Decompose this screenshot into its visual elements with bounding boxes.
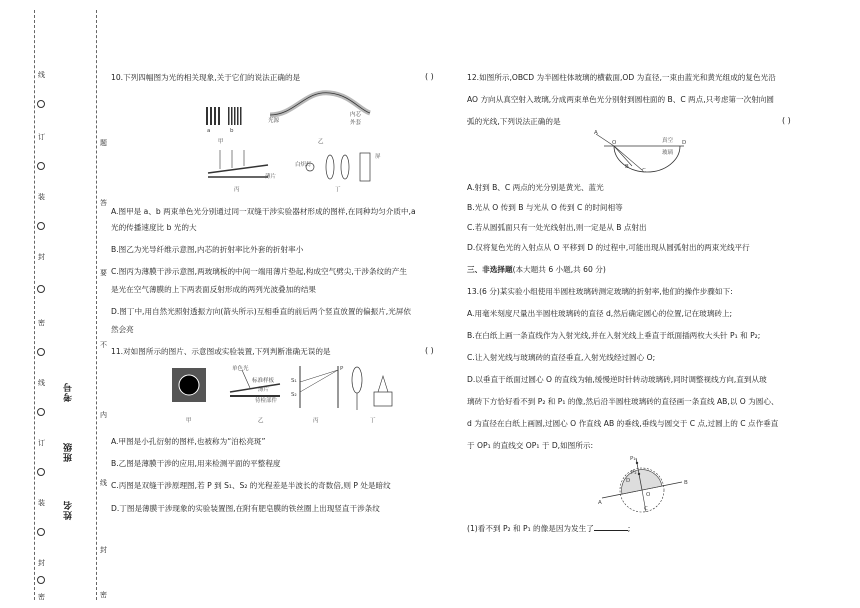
q12-fig-label-o: O bbox=[612, 140, 617, 146]
q12-fig-label-c: C bbox=[642, 168, 646, 174]
seal-hole bbox=[37, 285, 45, 293]
seal-word: 要 bbox=[100, 269, 107, 277]
q10-figures bbox=[200, 85, 380, 195]
q12-fig-label-d: D bbox=[682, 140, 687, 146]
q11-fig-label-s1: S₁ bbox=[291, 378, 297, 384]
q13-fig-label-b: B bbox=[684, 480, 688, 486]
polarizer-front bbox=[326, 155, 334, 179]
q12-option-c: C.若从圆弧面只有一处光线射出,则一定是从 B 点射出 bbox=[467, 223, 647, 232]
pin-p1 bbox=[636, 462, 638, 464]
standard-plate bbox=[230, 384, 280, 392]
q10-fig-label-bing: 丙 bbox=[234, 187, 240, 193]
q13-fig-label-d: D bbox=[626, 478, 631, 484]
seal-word: 封 bbox=[38, 559, 45, 567]
q12-fig-label-vacuum: 真空 bbox=[662, 138, 674, 144]
q11-stem: 11.对如图所示的图片、示意图或实验装置,下列判断准确无误的是 bbox=[111, 347, 331, 356]
q12-option-d: D.仅将复色光的入射点从 O 平移到 D 的过程中,可能出现从圆弧射出的两束光线平行 bbox=[467, 243, 750, 252]
q13-sub1-text: (1)看不到 P₂ 和 P₁ 的像是因为发生了 bbox=[467, 524, 594, 533]
seal-word: 线 bbox=[100, 479, 107, 487]
q12-fig-label-glass: 玻璃 bbox=[662, 150, 674, 156]
q12-stem-line1: 12.如图所示,OBCD 为半圆柱体玻璃的横截面,OD 为直径,一束由蓝光和黄光组成的复色光沿 bbox=[467, 73, 776, 82]
q10-option-c: C.图丙为薄膜干涉示意图,两玻璃板的中间一端用薄片垫起,构成空气劈尖,干涉条纹的产生 bbox=[111, 267, 407, 276]
section-note: (本大题共 6 小题,共 60 分) bbox=[512, 265, 606, 274]
seal-hole bbox=[37, 162, 45, 170]
q13-fig-label-c: C bbox=[644, 506, 648, 512]
q13-fig-label-a: A bbox=[598, 500, 602, 506]
q13-sub1-end: ; bbox=[627, 524, 631, 533]
q10-option-b: B.图乙为光导纤维示意图,内芯的折射率比外套的折射率小 bbox=[111, 245, 304, 254]
q10-fig-label-screen: 屏 bbox=[375, 154, 381, 160]
q10-fig-label-light-source: 光源 bbox=[268, 118, 280, 124]
q10-fig-label-yi: 乙 bbox=[318, 139, 324, 145]
glass-plate-top bbox=[208, 165, 268, 173]
q11-option-c: C.丙图是双缝干涉原理图,若 P 到 S₁、S₂ 的光程差是半波长的奇数倍,则 P 处是暗纹 bbox=[111, 481, 391, 490]
seal-word: 封 bbox=[38, 253, 45, 261]
q11-fig-label-mono: 单色光 bbox=[232, 366, 249, 372]
q11-fig-label-sample: 薄片 bbox=[258, 387, 270, 393]
seal-hole bbox=[37, 100, 45, 108]
q11-option-b: B.乙图是薄膜干涉的应用,用来检测平面的平整程度 bbox=[111, 459, 281, 468]
field-exam-number: 考号 bbox=[64, 382, 74, 402]
seal-hole bbox=[37, 528, 45, 536]
q13-step-a: A.用毫米刻度尺量出半圆柱玻璃砖的直径 d,然后确定圆心的位置,记在玻璃砖上; bbox=[467, 309, 733, 318]
q10-option-a: A.图甲是 a、b 两束单色光分别通过同一双缝干涉实验器材形成的图样,在同种均匀介质中,a bbox=[111, 207, 416, 216]
q11-fig-label-test: 待检部件 bbox=[255, 398, 278, 404]
seal-word: 封 bbox=[100, 546, 107, 554]
q13-sub1 bbox=[467, 522, 630, 534]
seal-hole bbox=[37, 222, 45, 230]
q11-fig-label-jia: 甲 bbox=[186, 418, 192, 424]
q11-fig-label-ding: 丁 bbox=[370, 418, 376, 424]
seal-word: 装 bbox=[38, 499, 45, 507]
q11-fig-label-p: P bbox=[340, 366, 344, 372]
seal-dashed-line bbox=[34, 10, 35, 600]
q10-fig-label-cladding: 外套 bbox=[350, 120, 362, 126]
field-name: 姓名 bbox=[64, 500, 74, 520]
q12-stem-line3: 弧的光线,下列说法正确的是 bbox=[467, 117, 561, 126]
q10-stem: 10.下列四幅图为光的相关现象,关于它们的说法正确的是 bbox=[111, 73, 301, 82]
q13-fig-label-p2: P₂ bbox=[631, 470, 637, 476]
q10-option-d: D.图丁中,用自然光照射透振方向(箭头所示)互相垂直的前后两个竖直放置的偏振片,光屏依 bbox=[111, 307, 411, 316]
seal-word: 题 bbox=[100, 139, 107, 147]
q12-fig-label-b: B bbox=[625, 164, 629, 170]
section-heading bbox=[467, 264, 606, 275]
q13-step-d-line1: D.以垂直于纸面过圆心 O 的直线为轴,缓慢逆时针转动玻璃砖,同时调整视线方向,直到从玻 bbox=[467, 375, 767, 384]
q10-fig-label-a: a bbox=[207, 128, 211, 134]
seal-word: 密 bbox=[38, 319, 45, 327]
pin-p2 bbox=[638, 473, 640, 475]
q11-option-d: D.丁图是薄膜干涉现象的实验装置图,在附有肥皂膜的铁丝圈上出现竖直干涉条纹 bbox=[111, 504, 380, 513]
q13-step-b: B.在白纸上画一条直线作为入射光线,并在入射光线上垂直于纸面插两枚大头针 P₁ 和 P₂; bbox=[467, 331, 761, 340]
q11-option-a: A.甲图是小孔衍射的图样,也被称为“泊松亮斑” bbox=[111, 437, 266, 446]
seal-word: 密 bbox=[38, 593, 45, 601]
q13-fig-label-o: O bbox=[646, 492, 651, 498]
q12-answer-paren: ( ) bbox=[782, 116, 791, 125]
q11-figures bbox=[170, 362, 410, 422]
lamp-stand bbox=[374, 392, 392, 406]
q11-fig-label-bing: 丙 bbox=[313, 418, 319, 424]
seal-word: 答 bbox=[100, 199, 107, 207]
seal-word: 线 bbox=[38, 71, 45, 79]
q12-option-a: A.射到 B、C 两点的光分别是黄光、蓝光 bbox=[467, 183, 604, 192]
wire-loop bbox=[352, 367, 362, 393]
q10-fig-label-bulb: 白炽灯 bbox=[295, 162, 312, 168]
q13-step-d-line4: 于 OP₁ 的直线交 OP₁ 于 D,如图所示: bbox=[467, 441, 594, 450]
q13-stem: 13.(6 分)某实验小组使用半圆柱玻璃砖测定玻璃的折射率,他们的操作步骤如下: bbox=[467, 287, 733, 296]
q13-step-c: C.让入射光线与玻璃砖的直径垂直,入射光线经过圆心 O; bbox=[467, 353, 656, 362]
q10-option-c-cont: 是光在空气薄膜的上下两表面反射形成的两列光波叠加的结果 bbox=[111, 285, 317, 294]
seal-word: 装 bbox=[38, 193, 45, 201]
seal-hole bbox=[37, 468, 45, 476]
seal-hole bbox=[37, 348, 45, 356]
q11-fig-label-yi: 乙 bbox=[258, 418, 264, 424]
fringe-pattern-a bbox=[206, 107, 220, 125]
seal-word: 线 bbox=[38, 379, 45, 387]
q10-fig-label-core: 内芯 bbox=[350, 112, 362, 118]
q10-fig-label-film: 薄片 bbox=[265, 174, 277, 180]
q12-option-b: B.光从 O 传到 B 与光从 O 传到 C 的时间相等 bbox=[467, 203, 623, 212]
seal-word: 内 bbox=[100, 411, 107, 419]
q12-fig-label-a: A bbox=[594, 130, 598, 136]
polarizer-back bbox=[341, 155, 349, 179]
q13-step-d-line3: d 为直径在白纸上画圆,过圆心 O 作直线 AB 的垂线,垂线与圆交于 C 点,过圆上的 C 点作垂直 bbox=[467, 419, 779, 428]
q13-step-d-line2: 璃砖下方恰好看不到 P₂ 和 P₁ 的像,然后沿半圆柱玻璃砖的直径画一条直线 AB,以 O 为圆心、 bbox=[467, 397, 779, 406]
q11-answer-paren: ( ) bbox=[425, 346, 434, 355]
fringe-pattern-b bbox=[228, 107, 242, 125]
seal-hole bbox=[37, 576, 45, 584]
q13-fig-label-p1: P₁ bbox=[630, 456, 636, 462]
seal-dashed-line-inner bbox=[96, 10, 97, 600]
q12-stem-line2: AO 方向从真空射入玻璃,分成两束单色光分别射到圆柱面的 B、C 两点,只考虑第一次射向圆 bbox=[467, 95, 774, 104]
q10-answer-paren: ( ) bbox=[425, 72, 434, 81]
seal-word: 订 bbox=[38, 133, 45, 141]
q11-fig-label-s2: S₂ bbox=[291, 392, 297, 398]
q10-option-a-cont: 光的传播速度比 b 光的大 bbox=[111, 223, 197, 232]
seal-word: 订 bbox=[38, 439, 45, 447]
q10-fig-label-jia: 甲 bbox=[218, 139, 224, 145]
seal-word: 密 bbox=[100, 591, 107, 599]
q13-sub1-answer-blank[interactable] bbox=[594, 522, 628, 531]
q10-fig-label-b: b bbox=[230, 128, 234, 134]
section-title: 三、非选择题 bbox=[467, 265, 513, 274]
q10-fig-label-ding: 丁 bbox=[335, 187, 341, 193]
light-screen bbox=[360, 153, 370, 181]
seal-word: 不 bbox=[100, 341, 107, 349]
field-class: 班级 bbox=[64, 442, 74, 462]
q10-option-d-cont: 然会亮 bbox=[111, 325, 134, 334]
q11-fig-label-std: 标准样板 bbox=[252, 378, 275, 384]
seal-hole bbox=[37, 408, 45, 416]
